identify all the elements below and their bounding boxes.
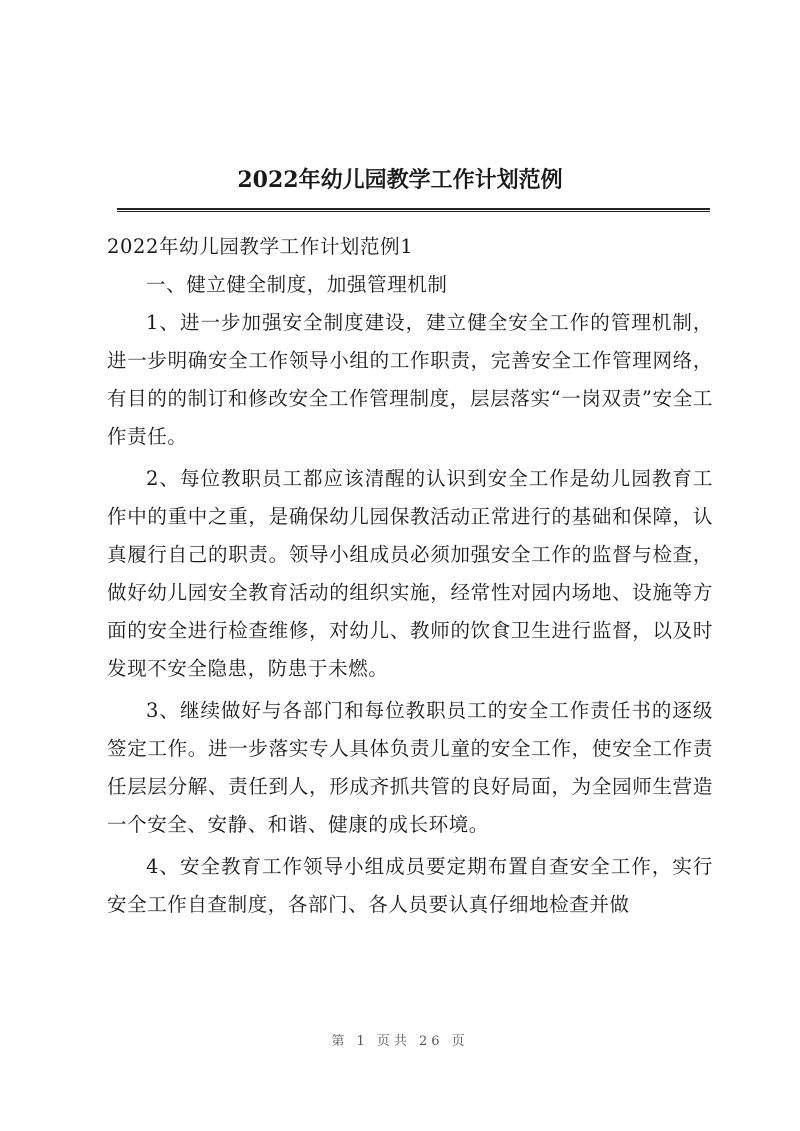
paragraph-2: 2、每位教职员工都应该清醒的认识到安全工作是幼儿园教育工作中的重中之重，是确保幼儿园保教活动正常进行的基础和保障，认真履行自己的职责。领导小组成员必须加强安全工作的监督与检查，做好幼儿园安全教育活动的组织实施，经常性对园内场地、设施等方面的安全进行检查维修，对幼儿、教师的饮食卫生进行监督，以及时发现不安全隐患，防患于未燃。 [107,467,713,680]
title-divider [117,208,710,212]
paragraph-4: 4、安全教育工作领导小组成员要定期布置自查安全工作，实行安全工作自查制度，各部门、各人员要认真仔细地检查并做 [107,855,713,916]
section-heading: 一、健立健全制度，加强管理机制 [146,273,448,296]
document-title: 2022年幼儿园教学工作计划范例 [237,167,563,193]
paragraph-3: 3、继续做好与各部门和每位教职员工的安全工作责任书的逐级签定工作。进一步落实专人具体负责儿童的安全工作，使安全工作责任层层分解、责任到人，形成齐抓共管的良好局面，为全园师生营造一个安全、安静、和谐、健康的成长环境。 [107,699,713,836]
page-footer: 第 1 页共 26 页 [331,1034,469,1049]
paragraph-1: 1、进一步加强安全制度建设，建立健全安全工作的管理机制，进一步明确安全工作领导小组的工作职责，完善安全工作管理网络，有目的的制订和修改安全工作管理制度，层层落实“一岗双责”安全工作责任。 [107,311,713,448]
subtitle: 2022年幼儿园教学工作计划范例1 [107,235,414,258]
document-body [107,228,713,928]
